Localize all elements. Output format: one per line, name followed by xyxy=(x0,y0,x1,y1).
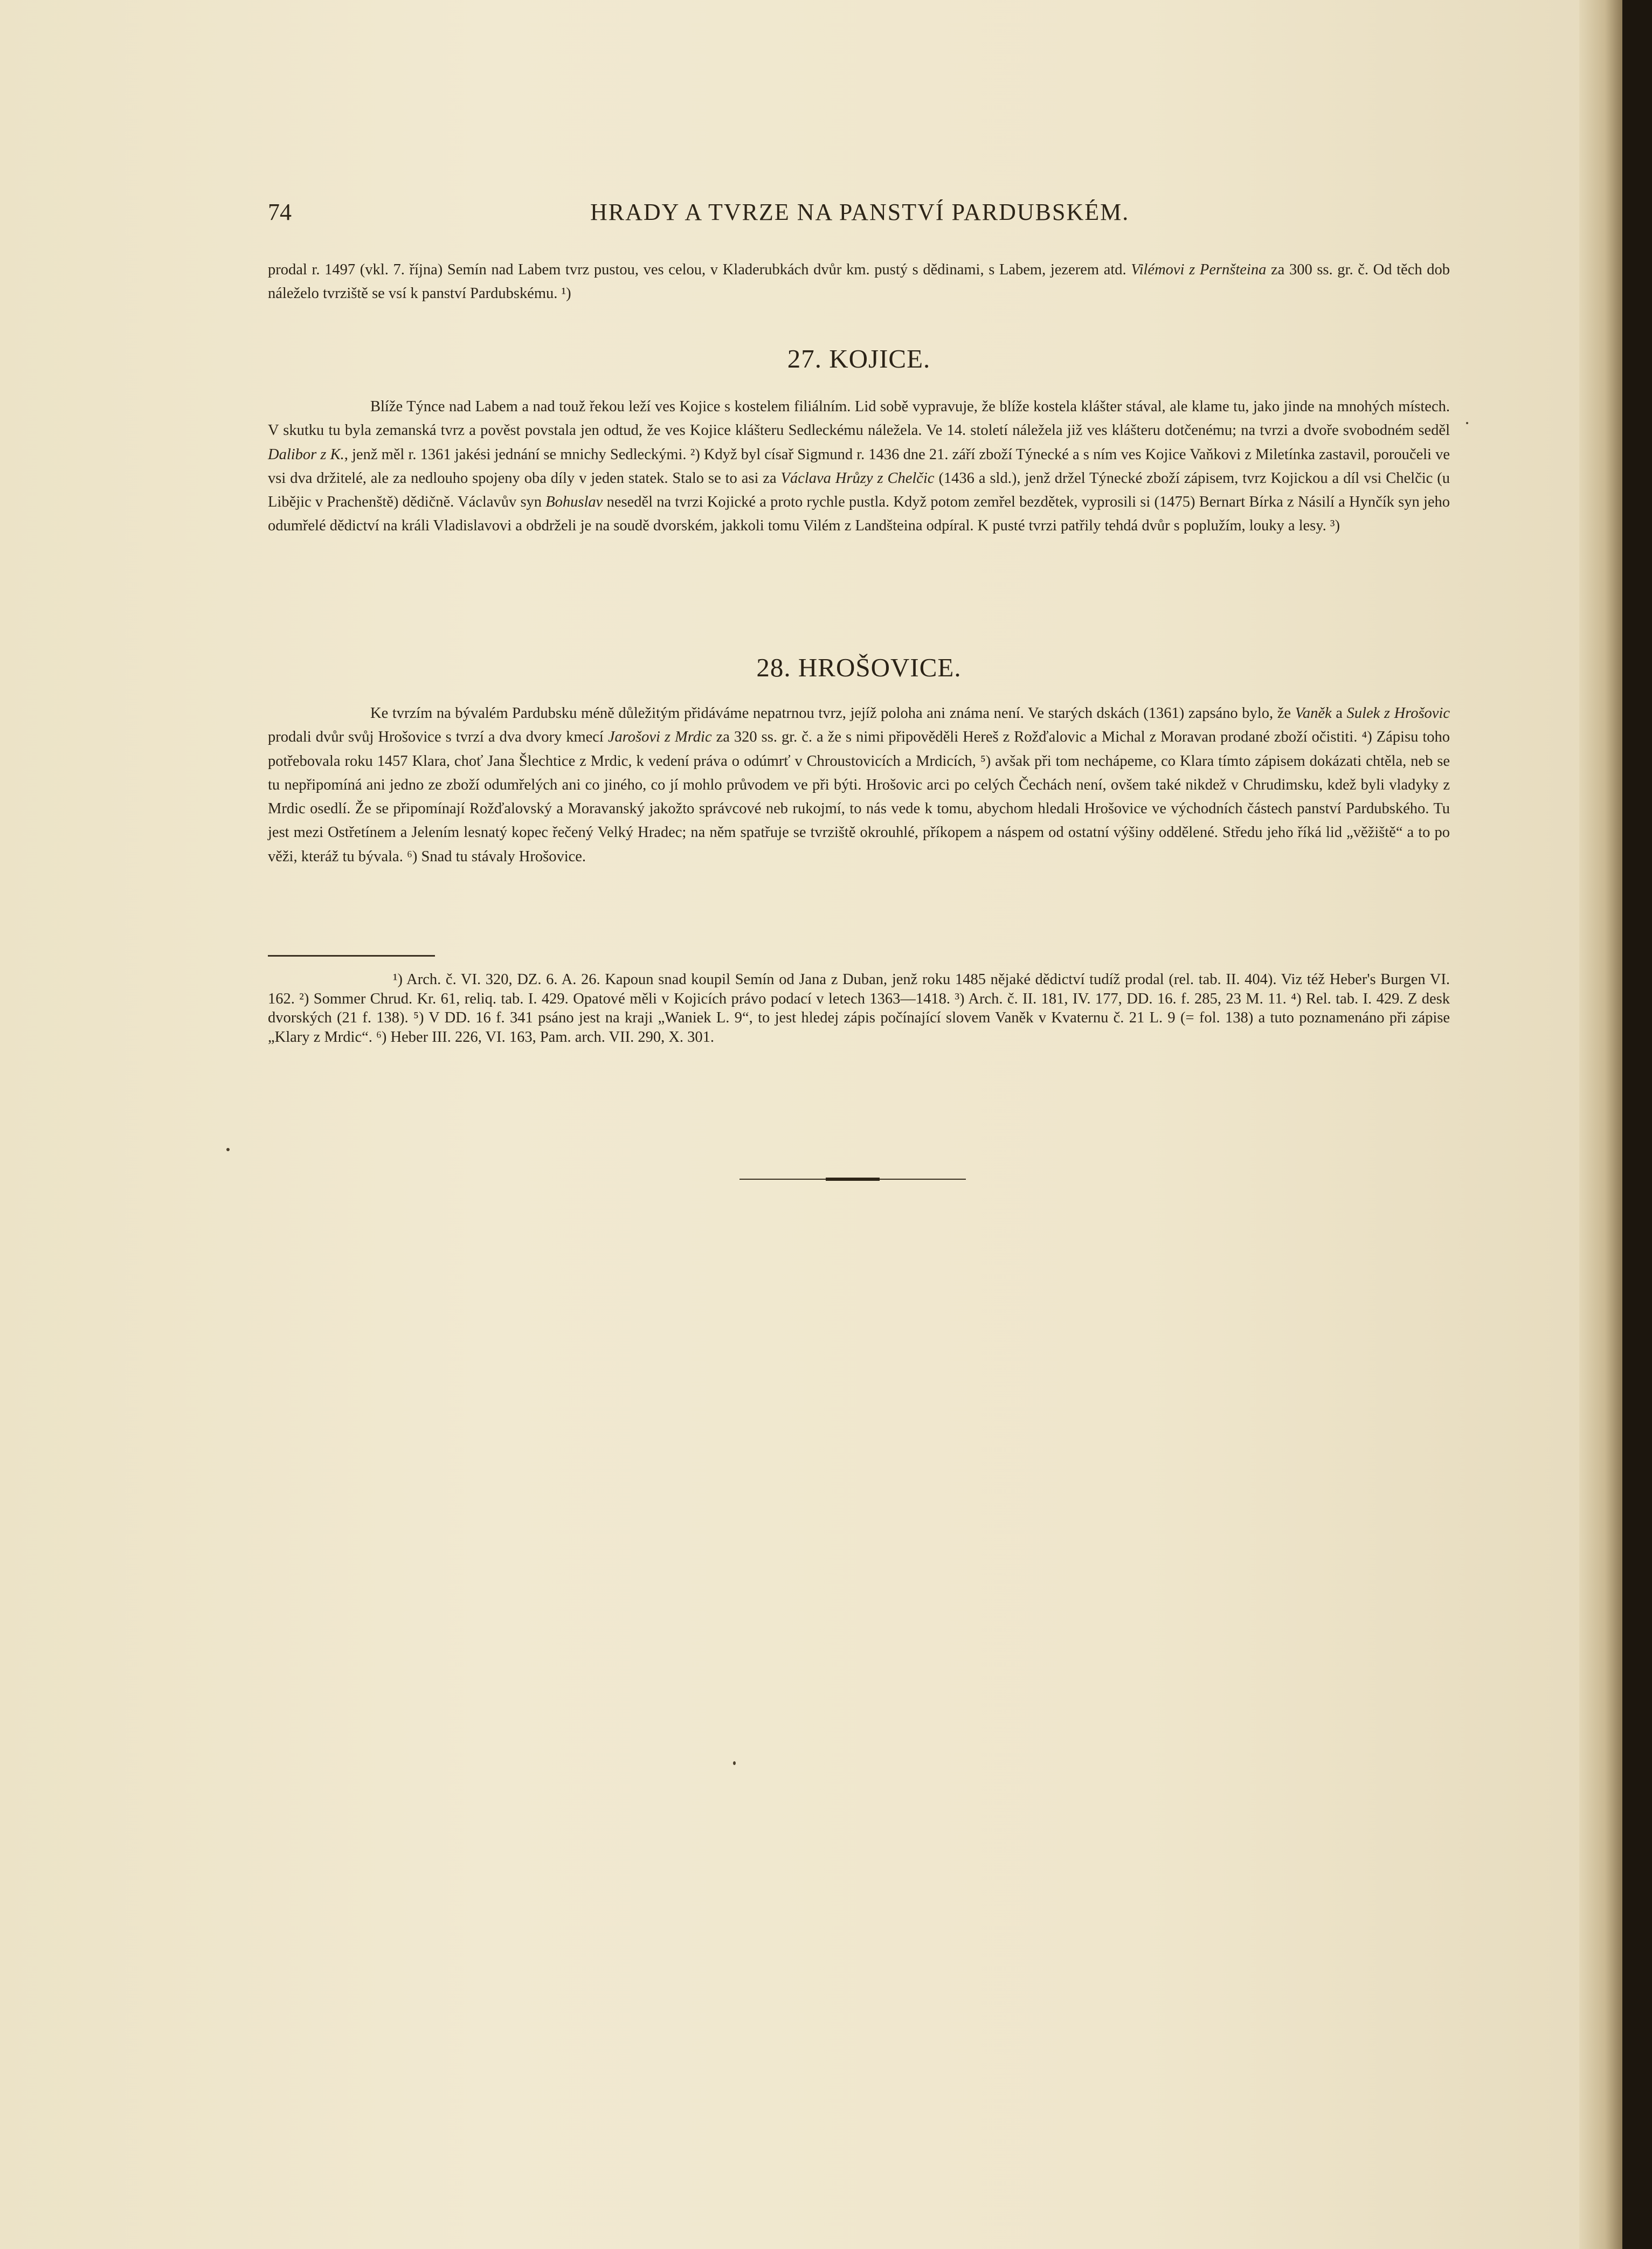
page-number: 74 xyxy=(268,199,292,225)
paper-speck xyxy=(733,1761,736,1765)
hrosovice-text: Ke tvrzím na bývalém Pardubsku méně důležitým přidáváme nepatrnou tvrz, jejíž poloha ani známa není. Ve starých dskách (1361) zapsáno bylo, že Vaněk a Sulek z Hrošovic prodali dvůr svůj Hrošovice s tvrzí a dva dvory kmecí Jarošovi z Mrdic za 320 ss. gr. č. a že s nimi připověděli Hereš z Rožďalovic a Michal z Moravan prodané zboží očistiti. ⁴) Zápisu toho potřebovala roku 1457 Klara, choť Jana Šlechtice z Mrdic, k vedení práva o odúmrť v Chroustovicích a Mrdicích, ⁵) avšak při tom nechápeme, co Klara tímto zápisem dokázati chtěla, neb se tu nepřipomíná ani jedno ze zboží odumřelých ani co jiného, co jí mohlo průvodem ve při býti. Hrošovic arci po celých Čechách není, ovšem také nikdež v Chrudimsku, kdež byli vladyky z Mrdic osedlí. Že se připomínají Rožďalovský a Moravanský jakožto správcové neb rukojmí, to nás vede k tomu, abychom hledali Hrošovice ve východních částech panství Pardubského. Tu jest mezi Ostřetínem a Jelením lesnatý kopec řečený Velký Hradec; na něm spatřuje se tvrziště okrouhlé, příkopem a náspem od ostatní výšiny oddělené. Středu jeho říká lid „věžiště“ a to po věži, kteráž tu bývala. ⁶) Snad tu stávaly Hrošovice. xyxy=(268,705,1450,865)
person-name: Sulek z Hrošovic xyxy=(1346,705,1450,722)
person-name: Vilémovi z Pernšteina xyxy=(1131,261,1267,278)
page-header xyxy=(0,195,1622,227)
person-name: Dalibor z K. xyxy=(268,446,344,463)
kojice-paragraph xyxy=(268,395,1450,538)
person-name: Bohuslav xyxy=(545,494,603,511)
person-name: Jarošovi z Mrdic xyxy=(607,729,712,746)
page-gutter-shadow xyxy=(1579,0,1622,2249)
section-title-hrosovice: 28. HROŠOVICE. xyxy=(756,653,962,682)
running-title: HRADY A TVRZE NA PANSTVÍ PARDUBSKÉM. xyxy=(590,199,1130,225)
intro-text: prodal r. 1497 (vkl. 7. října) Semín nad Labem tvrz pustou, ves celou, v Kladerubkách dvůr km. pustý s dědinami, s Labem, jezerem atd. Vilémovi z Pernšteina za 300 ss. gr. č. Od těch dob náleželo tvrziště se vsí k panství Pardubskému. ¹) xyxy=(268,261,1450,302)
person-name: Václava Hrůzy z Chelčic xyxy=(780,469,935,487)
person-name: Vaněk xyxy=(1295,705,1332,722)
footnotes xyxy=(268,970,1450,1047)
intro-paragraph xyxy=(268,258,1450,306)
ornament-bar xyxy=(826,1178,880,1181)
hrosovice-paragraph xyxy=(268,702,1450,869)
footnote-separator xyxy=(268,955,435,957)
end-ornament-rule xyxy=(739,1178,966,1182)
kojice-text: Blíže Týnce nad Labem a nad touž řekou leží ves Kojice s kostelem filiálním. Lid sobě vypravuje, že blíže kostela klášter stával, ale klame tu, jako jinde na mnohých místech. V skutku tu byla zemanská tvrz a pověst povstala jen odtud, že ves Kojice klášteru Sedleckému náležela. Ve 14. století náležela již ves klášteru dotčenému; na tvrzi a dvoře svobodném seděl Dalibor z K., jenž měl r. 1361 jakési jednání se mnichy Sedleckými. ²) Když byl císař Sigmund r. 1436 dne 21. září zboží Týnecké a s ním ves Kojice Vaňkovi z Miletínka zastavil, poroučeli ve vsi dva držitelé, ale za nedlouho spojeny oba díly v jeden statek. Stalo se to asi za Václava Hrůzy z Chelčic (1436 a sld.), jenž držel Týnecké zboží zápisem, tvrz Kojickou a díl vsi Chelčic (u Libějic v Prachenště) dědičně. Václavův syn Bohuslav neseděl na tvrzi Kojické a proto rychle pustla. Když potom zemřel bezdětek, vyprosili si (1475) Bernart Bírka z Násilí a Hynčík syn jeho odumřelé dědictví na králi Vladislavovi a obdrželi je na soudě dvorském, jakkoli tomu Vilém z Landšteina odpíral. K pusté tvrzi patřily tehdá dvůr s poplužím, louky a lesy. ³) xyxy=(268,398,1450,535)
paper-speck xyxy=(1466,422,1468,424)
section-title-kojice: 27. KOJICE. xyxy=(787,344,931,373)
paper-speck xyxy=(226,1148,230,1151)
footnotes-text: ¹) Arch. č. VI. 320, DZ. 6. A. 26. Kapoun snad koupil Semín od Jana z Duban, jenž roku 1485 nějaké dědictví tudíž prodal (rel. tab. II. 404). Viz též Heber's Burgen VI. 162. ²) Sommer Chrud. Kr. 61, reliq. tab. I. 429. Opatové měli v Kojicích právo podací v letech 1363—1418. ³) Arch. č. II. 181, IV. 177, DD. 16. f. 285, 23 M. 11. ⁴) Rel. tab. I. 429. Z desk dvorských (21 f. 138). ⁵) V DD. 16 f. 341 psáno jest na kraji „Waniek L. 9“, to jest hledej zápis počínající slovem Vaněk v Kvaternu č. 21 L. 9 (= fol. 138) a tuto poznamenáno při zápise „Klary z Mrdic“. ⁶) Heber III. 226, VI. 163, Pam. arch. VII. 290, X. 301. xyxy=(268,971,1450,1046)
